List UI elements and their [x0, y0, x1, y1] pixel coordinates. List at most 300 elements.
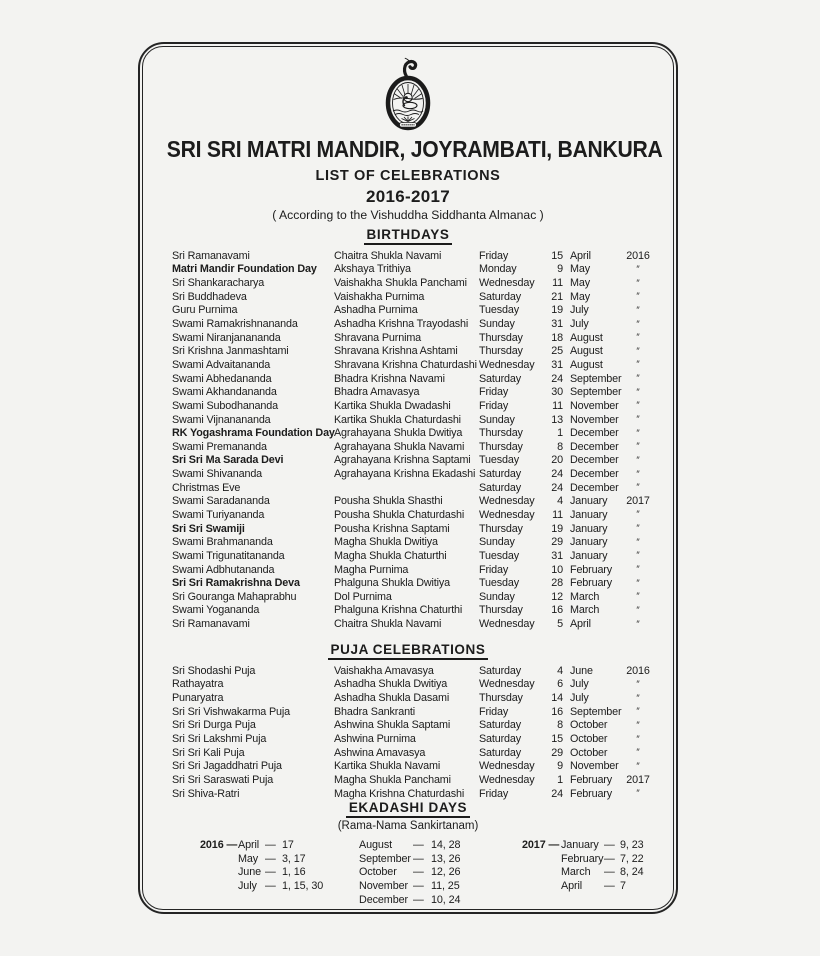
year-cell: ″ [635, 733, 641, 745]
days-cell: 9, 23 [620, 838, 644, 851]
date-cell: 30 [551, 386, 563, 399]
month-cell: October [570, 733, 608, 746]
event-name-cell: Swami Shivananda [172, 468, 263, 481]
event-name-cell: Sri Sri Jagaddhatri Puja [172, 760, 282, 773]
month-cell: February [561, 852, 604, 865]
tithi-cell: Ashadha Purnima [334, 304, 418, 317]
table-row [140, 604, 676, 618]
year-cell: ″ [635, 482, 641, 494]
date-cell: 9 [557, 760, 563, 773]
table-row [140, 263, 676, 277]
tithi-cell: Akshaya Trithiya [334, 263, 411, 276]
month-cell: February [570, 563, 613, 576]
tithi-cell: Kartika Shukla Dwadashi [334, 399, 451, 412]
weekday-cell: Sunday [479, 590, 515, 603]
table-row [140, 508, 676, 522]
year-cell: ″ [635, 706, 641, 718]
event-name-cell: Swami Trigunatitananda [172, 549, 285, 562]
tithi-cell: Vaishakha Purnima [334, 290, 425, 303]
month-cell: December [570, 468, 619, 481]
event-name-cell: Swami Abhedananda [172, 372, 272, 385]
table-row [140, 563, 676, 577]
month-cell: February [570, 577, 613, 590]
date-cell: 31 [551, 549, 563, 562]
month-cell: December [570, 427, 619, 440]
date-cell: 24 [551, 787, 563, 800]
month-cell: May [570, 277, 590, 290]
event-name-cell: Sri Sri Saraswati Puja [172, 773, 274, 786]
dash-separator: — [413, 852, 424, 865]
year-cell: ″ [635, 719, 641, 731]
table-row [140, 705, 676, 719]
date-cell: 29 [551, 746, 563, 759]
tithi-cell: Phalguna Krishna Chaturthi [334, 604, 463, 617]
month-cell: March [570, 604, 600, 617]
table-row [140, 746, 676, 760]
date-cell: 29 [551, 536, 563, 549]
event-name-cell: Sri Shankaracharya [172, 277, 265, 290]
tithi-cell: Kartika Shukla Chaturdashi [334, 413, 461, 426]
year-cell: ″ [635, 591, 641, 603]
month-cell: July [238, 879, 257, 892]
month-cell: January [561, 838, 599, 851]
puja-table [140, 664, 676, 800]
table-row [140, 372, 676, 386]
year-cell: ″ [635, 604, 641, 616]
event-name-cell: Sri Sri Swamiji [172, 522, 245, 535]
table-row [140, 590, 676, 604]
date-cell: 1 [557, 773, 563, 786]
tithi-cell: Kartika Shukla Navami [334, 760, 441, 773]
section-heading-label: PUJA CELEBRATIONS [328, 642, 489, 660]
date-cell: 10 [551, 563, 563, 576]
year-cell: ″ [635, 747, 641, 759]
year-cell: ″ [635, 577, 641, 589]
month-cell: September [570, 705, 622, 718]
ekadashi-row [359, 852, 460, 866]
days-cell: 11, 25 [431, 879, 460, 892]
year-cell: ″ [635, 386, 641, 398]
date-cell: 12 [551, 590, 563, 603]
year-cell: ″ [635, 373, 641, 385]
date-cell: 28 [551, 577, 563, 590]
month-cell: April [570, 249, 591, 262]
days-cell: 1, 16 [282, 866, 306, 879]
month-cell: November [570, 760, 619, 773]
tithi-cell: Vaishakha Amavasya [334, 664, 434, 677]
date-cell: 9 [557, 263, 563, 276]
ekadashi-column [359, 838, 460, 906]
weekday-cell: Monday [479, 263, 517, 276]
date-cell: 24 [551, 372, 563, 385]
weekday-cell: Thursday [479, 604, 523, 617]
table-row [140, 732, 676, 746]
days-cell: 13, 26 [431, 852, 461, 865]
event-name-cell: Sri Ramanavami [172, 249, 250, 262]
month-cell: November [359, 879, 409, 892]
table-row [140, 678, 676, 692]
ekadashi-row [359, 879, 460, 893]
date-cell: 8 [557, 440, 563, 453]
table-row [140, 454, 676, 468]
table-row [140, 344, 676, 358]
event-name-cell: Swami Premananda [172, 440, 267, 453]
year-cell: ″ [635, 760, 641, 772]
section-heading-birthdays [140, 226, 676, 245]
month-cell: October [359, 866, 397, 879]
year-cell: ″ [635, 427, 641, 439]
year-cell: 2016 [626, 664, 650, 677]
year-label-cell: 2017 — [522, 838, 560, 851]
dash-separator: — [604, 866, 615, 879]
year-cell: ″ [635, 468, 641, 480]
event-name-cell: Sri Krishna Janmashtami [172, 345, 289, 358]
weekday-cell: Saturday [479, 664, 522, 677]
days-cell: 14, 28 [431, 838, 461, 851]
year-cell: ″ [635, 509, 641, 521]
table-row [140, 495, 676, 509]
date-cell: 13 [551, 413, 563, 426]
table-row [140, 358, 676, 372]
weekday-cell: Wednesday [479, 508, 535, 521]
tithi-cell: Chaitra Shukla Navami [334, 249, 442, 262]
weekday-cell: Wednesday [479, 618, 535, 631]
table-row [140, 549, 676, 563]
section-heading-ekadashi [140, 799, 676, 833]
dash-separator: — [265, 838, 276, 851]
weekday-cell: Friday [479, 386, 509, 399]
weekday-cell: Friday [479, 563, 509, 576]
days-cell: 7 [620, 879, 626, 892]
table-row [140, 399, 676, 413]
date-cell: 18 [551, 331, 563, 344]
year-cell: ″ [635, 523, 641, 535]
year-cell: ″ [635, 400, 641, 412]
event-name-cell: Swami Turiyananda [172, 508, 265, 521]
event-name-cell: RK Yogashrama Foundation Day [172, 427, 335, 440]
table-row [140, 331, 676, 345]
date-cell: 25 [551, 345, 563, 358]
month-cell: July [570, 318, 589, 331]
month-cell: December [570, 481, 619, 494]
event-name-cell: Sri Buddhadeva [172, 290, 247, 303]
section-heading-puja [140, 641, 676, 660]
dash-separator: — [265, 879, 276, 892]
event-name-cell: Punaryatra [172, 692, 224, 705]
dash-separator: — [413, 879, 424, 892]
tithi-cell: Magha Shukla Dwitiya [334, 536, 438, 549]
tithi-cell: Ashwina Amavasya [334, 746, 426, 759]
tithi-cell: Ashadha Shukla Dasami [334, 692, 450, 705]
year-cell: ″ [635, 536, 641, 548]
date-cell: 19 [551, 522, 563, 535]
days-cell: 17 [282, 838, 294, 851]
year-cell: ″ [635, 788, 641, 800]
tithi-cell: Phalguna Shukla Dwitiya [334, 577, 450, 590]
event-name-cell: Sri Sri Lakshmi Puja [172, 733, 267, 746]
ekadashi-columns [140, 838, 676, 910]
month-cell: October [570, 719, 608, 732]
ekadashi-row [522, 865, 644, 879]
event-name-cell: Rathayatra [172, 678, 224, 691]
days-cell: 12, 26 [431, 866, 461, 879]
event-name-cell: Swami Saradananda [172, 495, 270, 508]
year-cell: ″ [635, 345, 641, 357]
event-name-cell: Sri Sri Kali Puja [172, 746, 245, 759]
month-cell: April [570, 618, 591, 631]
year-cell: ″ [635, 678, 641, 690]
tithi-cell: Magha Purnima [334, 563, 409, 576]
tithi-cell: Ashwina Purnima [334, 733, 416, 746]
year-label-cell: 2016 — [200, 838, 238, 851]
month-cell: May [238, 852, 259, 865]
date-cell: 24 [551, 468, 563, 481]
ekadashi-row [200, 838, 323, 852]
month-cell: August [570, 331, 603, 344]
date-cell: 31 [551, 318, 563, 331]
days-cell: 7, 22 [620, 852, 644, 865]
weekday-cell: Saturday [479, 719, 522, 732]
tithi-cell: Magha Shukla Chaturthi [334, 549, 447, 562]
year-cell: ″ [635, 441, 641, 453]
weekday-cell: Thursday [479, 522, 523, 535]
event-name-cell: Sri Sri Ma Sarada Devi [172, 454, 284, 467]
date-cell: 15 [551, 249, 563, 262]
event-name-cell: Sri Shiva-Ratri [172, 787, 240, 800]
ekadashi-row [200, 879, 323, 893]
ekadashi-row [359, 838, 460, 852]
weekday-cell: Wednesday [479, 358, 535, 371]
month-cell: July [570, 678, 589, 691]
table-row [140, 467, 676, 481]
ekadashi-column [522, 838, 644, 893]
date-cell: 11 [552, 399, 563, 412]
year-cell: ″ [635, 692, 641, 704]
date-cell: 16 [551, 604, 563, 617]
tithi-cell: Ashadha Krishna Trayodashi [334, 318, 469, 331]
month-cell: August [570, 345, 603, 358]
month-cell: February [570, 787, 613, 800]
month-cell: December [359, 893, 409, 906]
month-cell: July [570, 304, 589, 317]
month-cell: November [570, 399, 619, 412]
event-name-cell: Sri Ramanavami [172, 618, 250, 631]
weekday-cell: Tuesday [479, 577, 519, 590]
section-heading-label: BIRTHDAYS [364, 227, 453, 245]
table-row [140, 304, 676, 318]
tithi-cell: Agrahayana Krishna Saptami [334, 454, 471, 467]
table-row [140, 535, 676, 549]
dash-separator: — [413, 838, 424, 851]
month-cell: September [359, 852, 411, 865]
weekday-cell: Saturday [479, 290, 522, 303]
weekday-cell: Friday [479, 249, 509, 262]
month-cell: August [570, 358, 603, 371]
date-cell: 11 [552, 508, 563, 521]
tithi-cell: Vaishakha Shukla Panchami [334, 277, 467, 290]
date-cell: 4 [557, 664, 563, 677]
weekday-cell: Wednesday [479, 277, 535, 290]
weekday-cell: Sunday [479, 536, 515, 549]
year-cell: ″ [635, 618, 641, 630]
ekadashi-row [200, 865, 323, 879]
section-heading-label: EKADASHI DAYS [346, 800, 470, 818]
month-cell: May [570, 290, 590, 303]
year-cell: ″ [635, 454, 641, 466]
event-name-cell: Swami Niranjanananda [172, 331, 281, 344]
month-cell: November [570, 413, 619, 426]
dash-separator: — [604, 879, 615, 892]
month-cell: January [570, 495, 608, 508]
tithi-cell: Bhadra Sankranti [334, 705, 416, 718]
ekadashi-row [522, 838, 644, 852]
year-cell: 2017 [626, 773, 650, 786]
tithi-cell: Shravana Krishna Chaturdashi [334, 358, 477, 371]
weekday-cell: Sunday [479, 318, 515, 331]
ekadashi-row [522, 879, 644, 893]
date-cell: 20 [551, 454, 563, 467]
ramakrishna-mission-emblem-icon [380, 56, 436, 141]
month-cell: January [570, 536, 608, 549]
weekday-cell: Thursday [479, 440, 523, 453]
weekday-cell: Saturday [479, 481, 522, 494]
table-row [140, 576, 676, 590]
year-cell: ″ [635, 550, 641, 562]
weekday-cell: Wednesday [479, 760, 535, 773]
event-name-cell: Swami Ramakrishnananda [172, 318, 298, 331]
month-cell: May [570, 263, 590, 276]
weekday-cell: Sunday [479, 413, 515, 426]
date-cell: 1 [557, 427, 563, 440]
event-name-cell: Matri Mandir Foundation Day [172, 263, 317, 276]
event-name-cell: Sri Sri Ramakrishna Deva [172, 577, 300, 590]
date-cell: 8 [557, 719, 563, 732]
tithi-cell: Shravana Purnima [334, 331, 422, 344]
month-cell: December [570, 440, 619, 453]
table-row [140, 481, 676, 495]
month-cell: February [570, 773, 613, 786]
weekday-cell: Tuesday [479, 454, 519, 467]
tithi-cell: Agrahayana Shukla Navami [334, 440, 465, 453]
dash-separator: — [413, 893, 424, 906]
weekday-cell: Wednesday [479, 678, 535, 691]
weekday-cell: Friday [479, 399, 509, 412]
tithi-cell: Magha Shukla Panchami [334, 773, 451, 786]
year-cell: ″ [635, 291, 641, 303]
month-cell: August [359, 838, 393, 851]
tithi-cell: Chaitra Shukla Navami [334, 618, 442, 631]
date-cell: 24 [551, 481, 563, 494]
ekadashi-row [522, 852, 644, 866]
month-cell: June [238, 866, 262, 879]
month-cell: January [570, 508, 608, 521]
month-cell: April [561, 879, 583, 892]
document-card [138, 42, 678, 914]
dash-separator: — [265, 852, 276, 865]
event-name-cell: Swami Subodhananda [172, 399, 278, 412]
weekday-cell: Tuesday [479, 304, 519, 317]
date-cell: 14 [551, 692, 563, 705]
dash-separator: — [265, 866, 276, 879]
table-row [140, 664, 676, 678]
table-row [140, 691, 676, 705]
event-name-cell: Christmas Eve [172, 481, 241, 494]
tithi-cell: Ashadha Shukla Dwitiya [334, 678, 448, 691]
weekday-cell: Friday [479, 787, 509, 800]
weekday-cell: Wednesday [479, 495, 535, 508]
dash-separator: — [604, 852, 615, 865]
period-label: 2016-2017 [366, 187, 450, 206]
page-title: SRI SRI MATRI MANDIR, JOYRAMBATI, BANKURA [166, 136, 663, 162]
table-row [140, 759, 676, 773]
tithi-cell: Ashwina Shukla Saptami [334, 719, 451, 732]
month-cell: June [570, 664, 593, 677]
year-cell: ″ [635, 318, 641, 330]
event-name-cell: Sri Sri Durga Puja [172, 719, 256, 732]
year-cell: ″ [635, 414, 641, 425]
month-cell: September [570, 386, 622, 399]
date-cell: 31 [551, 358, 563, 371]
event-name-cell: Swami Vijnanananda [172, 413, 271, 426]
date-cell: 5 [557, 618, 563, 631]
month-cell: January [570, 522, 608, 535]
date-cell: 6 [557, 678, 563, 691]
tithi-cell: Pousha Shukla Chaturdashi [334, 508, 465, 521]
month-cell: December [570, 454, 619, 467]
year-cell: ″ [635, 263, 641, 275]
date-cell: 4 [557, 495, 563, 508]
table-row [140, 440, 676, 454]
dash-separator: — [604, 838, 615, 851]
event-name-cell: Swami Brahmananda [172, 536, 273, 549]
birthdays-table [140, 249, 676, 631]
ekadashi-row [359, 893, 460, 907]
tithi-cell: Pousha Krishna Saptami [334, 522, 450, 535]
month-cell: March [561, 866, 591, 879]
weekday-cell: Thursday [479, 331, 523, 344]
weekday-cell: Saturday [479, 468, 522, 481]
weekday-cell: Thursday [479, 345, 523, 358]
year-cell: ″ [635, 332, 641, 344]
event-name-cell: Sri Gouranga Mahaprabhu [172, 590, 297, 603]
tithi-cell: Agrahayana Krishna Ekadashi [334, 468, 476, 481]
year-cell: 2017 [626, 495, 650, 508]
year-cell: ″ [635, 277, 641, 289]
month-cell: March [570, 590, 600, 603]
weekday-cell: Thursday [479, 692, 523, 705]
event-name-cell: Swami Adbhutananda [172, 563, 275, 576]
month-cell: January [570, 549, 608, 562]
table-row [140, 413, 676, 427]
almanac-note: ( According to the Vishuddha Siddhanta Almanac ) [272, 208, 544, 222]
dash-separator: — [413, 866, 424, 879]
ekadashi-row [200, 852, 323, 866]
table-row [140, 719, 676, 733]
event-name-cell: Sri Sri Vishwakarma Puja [172, 705, 291, 718]
date-cell: 11 [552, 277, 563, 290]
event-name-cell: Swami Advaitananda [172, 358, 271, 371]
days-cell: 8, 24 [620, 866, 644, 879]
tithi-cell: Shravana Krishna Ashtami [334, 345, 458, 358]
weekday-cell: Saturday [479, 746, 522, 759]
ekadashi-column [200, 838, 323, 893]
month-cell: July [570, 692, 589, 705]
month-cell: April [238, 838, 260, 851]
weekday-cell: Saturday [479, 733, 522, 746]
event-name-cell: Guru Purnima [172, 304, 238, 317]
tithi-cell: Dol Purnima [334, 590, 392, 603]
event-name-cell: Swami Akhandananda [172, 386, 277, 399]
